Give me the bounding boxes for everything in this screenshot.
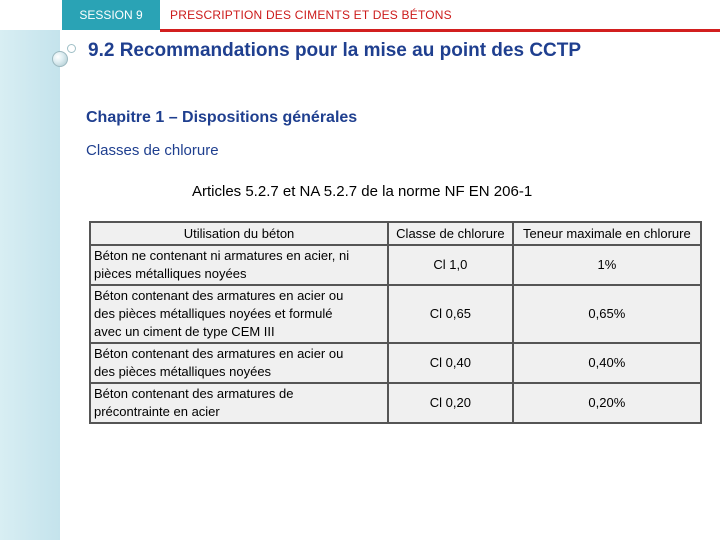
slide-title: 9.2 Recommandations pour la mise au point des CCTP — [88, 40, 582, 61]
usage-cell — [90, 245, 388, 285]
usage-line: Béton contenant des armatures en acier ou — [94, 346, 344, 361]
teneur-cell: 0,40% — [513, 343, 701, 383]
classe-cell: Cl 0,65 — [388, 285, 513, 343]
chapter-heading: Chapitre 1 – Dispositions générales — [86, 109, 358, 126]
header-bar — [0, 0, 720, 30]
header-classe: Classe de chlorure — [388, 222, 513, 245]
teneur-cell: 1% — [513, 245, 701, 285]
teneur-cell: 0,20% — [513, 383, 701, 423]
usage-line: pièces métalliques noyées — [94, 266, 247, 281]
header-usage: Utilisation du béton — [90, 222, 388, 245]
classe-cell: Cl 0,20 — [388, 383, 513, 423]
left-sidebar-band — [0, 0, 60, 540]
table-row — [90, 285, 701, 343]
table-row — [90, 343, 701, 383]
articles-reference: Articles 5.2.7 et NA 5.2.7 de la norme NF EN 206-1 — [192, 183, 533, 200]
header-divider — [160, 29, 720, 32]
usage-cell — [90, 343, 388, 383]
teneur-cell: 0,65% — [513, 285, 701, 343]
table-header-row — [90, 222, 701, 245]
usage-line: Béton contenant des armatures de — [94, 386, 294, 401]
usage-line: des pièces métalliques noyées et formulé — [94, 306, 333, 321]
header-title: PRESCRIPTION DES CIMENTS ET DES BÉTONS — [170, 8, 452, 22]
section-subtitle: Classes de chlorure — [86, 142, 219, 159]
usage-cell — [90, 285, 388, 343]
sphere-bullet-icon — [52, 51, 68, 67]
table-row — [90, 245, 701, 285]
classe-cell: Cl 0,40 — [388, 343, 513, 383]
usage-line: des pièces métalliques noyées — [94, 364, 272, 379]
table-row — [90, 383, 701, 423]
usage-line: avec un ciment de type CEM III — [94, 324, 275, 339]
usage-line: Béton contenant des armatures en acier ou — [94, 288, 344, 303]
session-tab: SESSION 9 — [62, 0, 160, 30]
chloride-classes-table — [89, 221, 702, 424]
classe-cell: Cl 1,0 — [388, 245, 513, 285]
usage-cell — [90, 383, 388, 423]
usage-line: précontrainte en acier — [94, 404, 220, 419]
usage-line: Béton ne contenant ni armatures en acier, ni — [94, 248, 350, 263]
header-teneur: Teneur maximale en chlorure — [513, 222, 701, 245]
small-circle-bullet-icon — [67, 44, 76, 53]
